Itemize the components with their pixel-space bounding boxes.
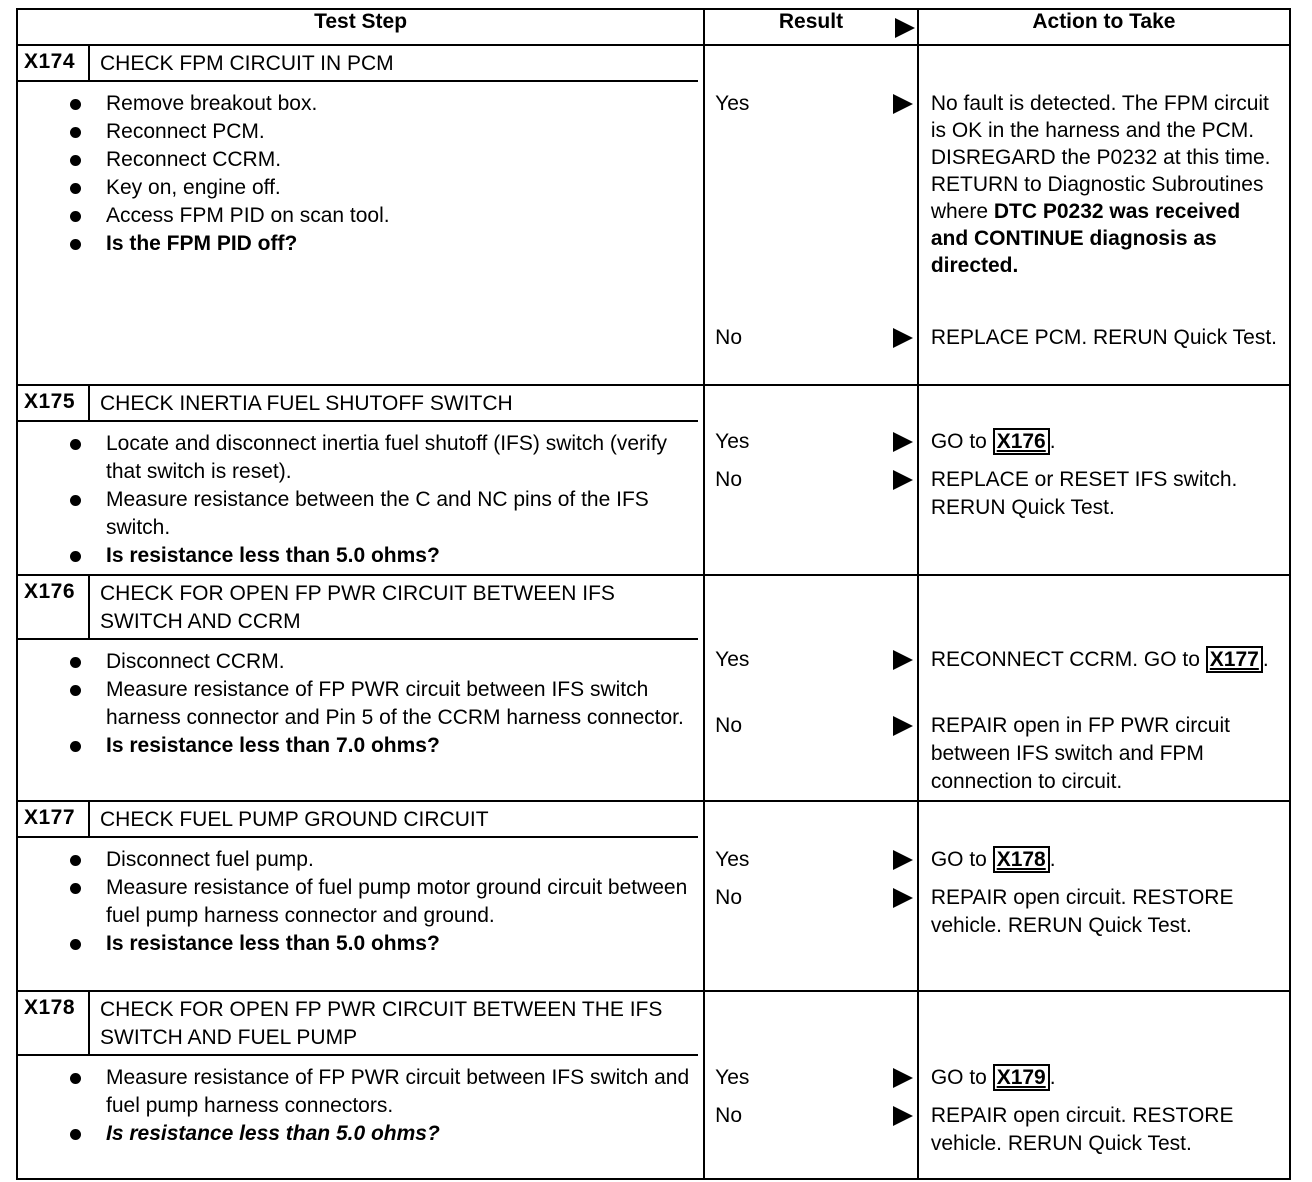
bullet-icon: [70, 657, 81, 668]
action-yes: GO to X178 .: [930, 848, 1056, 871]
arrow-right-icon: [893, 716, 913, 736]
list-item: Measure resistance of FP PWR circuit between IFS switch and fuel pump harness connectors.: [106, 1064, 693, 1120]
step-bullets: [18, 640, 703, 764]
result-no: No: [715, 466, 913, 494]
step-link[interactable]: X179: [993, 1064, 1050, 1091]
list-item: Reconnect CCRM.: [106, 146, 693, 174]
action-yes: RECONNECT CCRM. GO to X177 .: [930, 648, 1269, 671]
arrow-right-icon: [893, 1106, 913, 1126]
arrow-right-icon: [893, 470, 913, 490]
step-title: CHECK FOR OPEN FP PWR CIRCUIT BETWEEN THE IFS SWITCH AND FUEL PUMP: [100, 998, 663, 1049]
step-bullets: [18, 838, 703, 962]
step-bullets: [18, 82, 703, 262]
list-item: Reconnect PCM.: [106, 118, 693, 146]
result-no: No: [715, 712, 913, 740]
step-cell: [17, 45, 704, 385]
header-action: Action to Take: [918, 9, 1290, 45]
step-row-x177: [17, 801, 1290, 991]
diagnostic-page: [16, 8, 1291, 1180]
step-question: Is resistance less than 7.0 ohms?: [106, 732, 693, 760]
step-title: CHECK INERTIA FUEL SHUTOFF SWITCH: [100, 392, 513, 415]
result-yes: Yes: [715, 428, 913, 456]
step-cell: [17, 575, 704, 801]
list-item: Disconnect CCRM.: [106, 648, 693, 676]
step-id: X177: [18, 802, 90, 836]
action-yes: GO to X179 .: [930, 1066, 1056, 1089]
action-cell: [918, 991, 1290, 1179]
bullet-icon: [70, 939, 81, 950]
step-row-x176: [17, 575, 1290, 801]
list-item: Remove breakout box.: [106, 90, 693, 118]
header-result-label: Result: [778, 10, 844, 33]
step-bullets: [18, 422, 703, 574]
bullet-icon: [70, 741, 81, 752]
step-cell: [17, 385, 704, 575]
step-cell: [17, 801, 704, 991]
action-no: REPLACE or RESET IFS switch. RERUN Quick Test.: [930, 468, 1238, 519]
arrow-right-icon: [893, 328, 913, 348]
arrow-right-icon: [895, 18, 915, 38]
result-cell: [704, 801, 918, 991]
step-question: Is resistance less than 5.0 ohms?: [106, 930, 693, 958]
step-link[interactable]: X177: [1206, 646, 1263, 673]
action-cell: [918, 45, 1290, 385]
step-row-x174: [17, 45, 1290, 385]
action-yes: GO to X176 .: [930, 430, 1056, 453]
step-question: Is resistance less than 5.0 ohms?: [106, 1120, 693, 1148]
arrow-right-icon: [893, 1068, 913, 1088]
bullet-icon: [70, 883, 81, 894]
step-id: X176: [18, 576, 90, 638]
step-title: CHECK FUEL PUMP GROUND CIRCUIT: [100, 808, 489, 831]
bullet-icon: [70, 551, 81, 562]
action-no: REPAIR open circuit. RESTORE vehicle. RERUN Quick Test.: [930, 886, 1234, 937]
list-item: Measure resistance of FP PWR circuit between IFS switch harness connector and Pin 5 of the CCRM harness connector.: [106, 676, 693, 732]
step-id: X178: [18, 992, 90, 1054]
action-cell: [918, 385, 1290, 575]
action-cell: [918, 801, 1290, 991]
action-cell: [918, 575, 1290, 801]
arrow-right-icon: [893, 650, 913, 670]
step-cell: [17, 991, 704, 1179]
bullet-icon: [70, 155, 81, 166]
step-question: Is the FPM PID off?: [106, 230, 693, 258]
header-row: [17, 9, 1290, 45]
action-no: REPAIR open in FP PWR circuit between IFS switch and FPM connection to circuit.: [930, 714, 1230, 793]
result-yes: Yes: [715, 1064, 913, 1092]
header-test-step: Test Step: [17, 9, 704, 45]
bullet-icon: [70, 495, 81, 506]
step-title: CHECK FPM CIRCUIT IN PCM: [100, 52, 394, 75]
result-cell: [704, 991, 918, 1179]
list-item: Access FPM PID on scan tool.: [106, 202, 693, 230]
arrow-right-icon: [893, 888, 913, 908]
list-item: Measure resistance of fuel pump motor ground circuit between fuel pump harness connector and ground.: [106, 874, 693, 930]
result-cell: [704, 45, 918, 385]
step-link[interactable]: X178: [993, 846, 1050, 873]
bullet-icon: [70, 239, 81, 250]
arrow-right-icon: [893, 850, 913, 870]
bullet-icon: [70, 211, 81, 222]
step-id: X175: [18, 386, 90, 420]
step-row-x175: [17, 385, 1290, 575]
step-link[interactable]: X176: [993, 428, 1050, 455]
result-no: No: [715, 1102, 913, 1130]
bullet-icon: [70, 1129, 81, 1140]
bullet-icon: [70, 99, 81, 110]
list-item: Key on, engine off.: [106, 174, 693, 202]
action-no: REPLACE PCM. RERUN Quick Test.: [930, 326, 1278, 349]
bullet-icon: [70, 855, 81, 866]
step-id: X174: [18, 46, 90, 80]
step-bullets: [18, 1056, 703, 1152]
header-result: [704, 9, 918, 45]
result-cell: [704, 575, 918, 801]
bullet-icon: [70, 439, 81, 450]
step-question: Is resistance less than 5.0 ohms?: [106, 542, 693, 570]
result-no: No: [715, 324, 913, 352]
step-title: CHECK FOR OPEN FP PWR CIRCUIT BETWEEN IFS SWITCH AND CCRM: [100, 582, 615, 633]
list-item: Disconnect fuel pump.: [106, 846, 693, 874]
bullet-icon: [70, 127, 81, 138]
result-no: No: [715, 884, 913, 912]
step-row-x178: [17, 991, 1290, 1179]
action-no: REPAIR open circuit. RESTORE vehicle. RERUN Quick Test.: [930, 1104, 1234, 1155]
arrow-right-icon: [893, 432, 913, 452]
result-yes: Yes: [715, 90, 913, 118]
result-yes: Yes: [715, 646, 913, 674]
result-cell: [704, 385, 918, 575]
list-item: Measure resistance between the C and NC pins of the IFS switch.: [106, 486, 693, 542]
arrow-right-icon: [893, 94, 913, 114]
list-item: Locate and disconnect inertia fuel shutoff (IFS) switch (verify that switch is reset).: [106, 430, 693, 486]
diagnostic-table: [16, 8, 1291, 1180]
action-yes: No fault is detected. The FPM circuit is OK in the harness and the PCM. DISREGARD the P0232 at this time. RETURN to Diagnostic Subroutines where DTC P0232 was received and CONTINUE diagnosis as directed.: [930, 92, 1271, 277]
result-yes: Yes: [715, 846, 913, 874]
bullet-icon: [70, 1073, 81, 1084]
bullet-icon: [70, 183, 81, 194]
bullet-icon: [70, 685, 81, 696]
